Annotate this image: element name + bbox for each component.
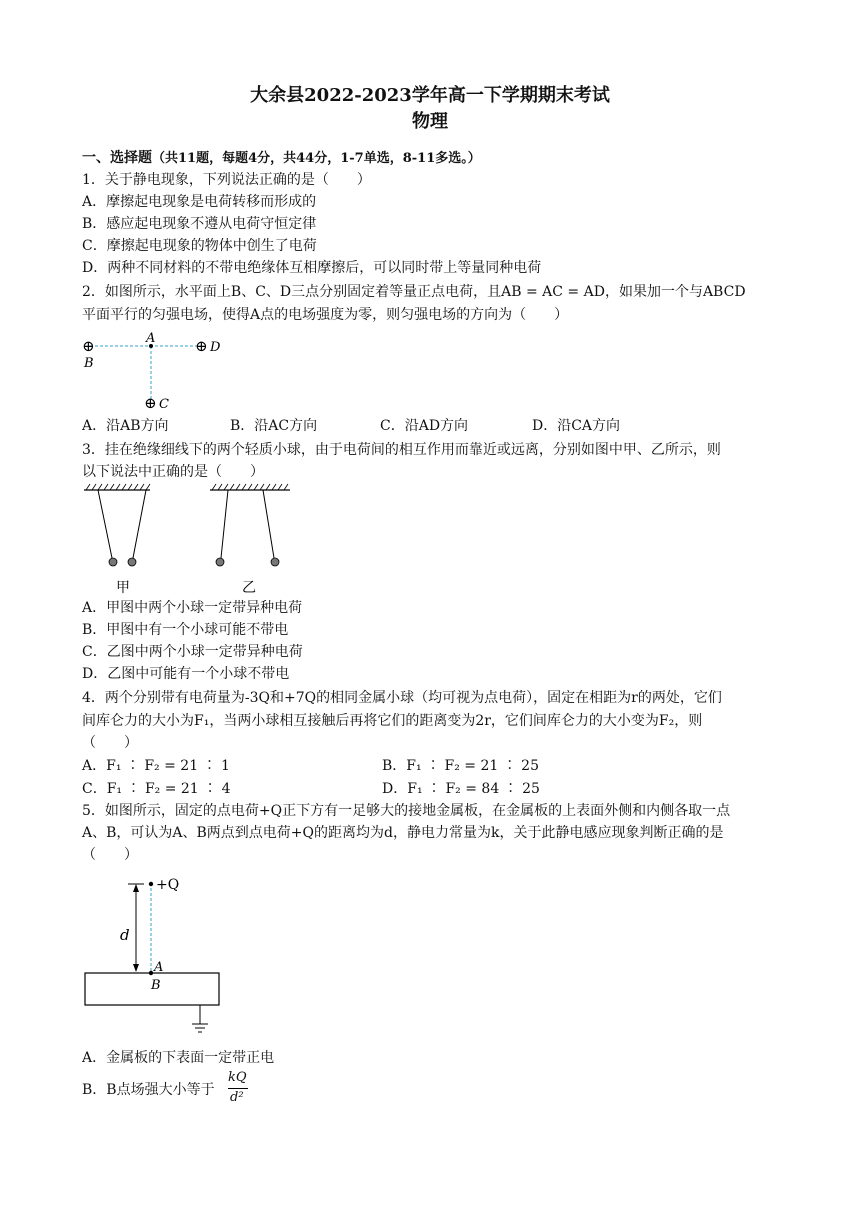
ceiling-hatch-right bbox=[212, 484, 288, 490]
q1-option-b: B．感应起电现象不遵从电荷守恒定律 bbox=[82, 216, 317, 232]
label-jia: 甲 bbox=[116, 580, 130, 596]
ceiling-hatch-left bbox=[86, 484, 150, 490]
q5-figure bbox=[80, 872, 240, 1040]
ball-yi-2 bbox=[271, 558, 279, 566]
exam-subject: 物理 bbox=[412, 111, 448, 132]
q3-option-b: B．甲图中有一个小球可能不带电 bbox=[82, 622, 289, 638]
q2-stem-line1: 2．如图所示，水平面上B、C、D三点分别固定着等量正点电荷，且AB = AC = AD，如果加一个与ABCD bbox=[82, 284, 746, 300]
q5-option-b: B．B点场强大小等于 bbox=[82, 1082, 215, 1098]
d-arrow-head-top bbox=[133, 884, 139, 892]
q4-option-c: C．F₁ ∶ F₂ = 21 ∶ 4 bbox=[82, 781, 231, 797]
q2-option-d: D．沿CA方向 bbox=[532, 418, 621, 434]
q4-option-d: D．F₁ ∶ F₂ = 84 ∶ 25 bbox=[382, 781, 540, 797]
label-a: A bbox=[154, 960, 164, 975]
thread-left-1 bbox=[98, 490, 112, 558]
ball-jia-2 bbox=[128, 558, 136, 566]
q1-option-d: D．两种不同材料的不带电绝缘体互相摩擦后，可以同时带上等量同种电荷 bbox=[82, 260, 542, 276]
q3-stem-line1: 3．挂在绝缘细线下的两个轻质小球，由于电荷间的相互作用而靠近或远离，分别如图中甲、乙所示，则 bbox=[82, 442, 721, 458]
label-c: C bbox=[159, 397, 169, 412]
q4-stem-line1: 4．两个分别带有电荷量为-3Q和+7Q的相同金属小球（均可视为点电荷），固定在相距为r的两处，它们 bbox=[82, 690, 722, 706]
thread-right-2 bbox=[263, 490, 274, 558]
fraction-denominator: d² bbox=[230, 1090, 244, 1105]
q5-option-a: A．金属板的下表面一定带正电 bbox=[82, 1050, 275, 1066]
q4-option-b: B．F₁ ∶ F₂ = 21 ∶ 25 bbox=[382, 758, 540, 774]
exam-title: 大余县2022-2023学年高一下学期期末考试 bbox=[250, 85, 610, 106]
charge-d-icon: ⊕ bbox=[195, 337, 208, 355]
point-a-dot bbox=[149, 971, 153, 975]
charge-b-icon: ⊕ bbox=[82, 337, 95, 355]
q2-option-b: B．沿AC方向 bbox=[230, 418, 318, 434]
q5-stem-line3: （ ） bbox=[82, 847, 138, 863]
q3-option-d: D．乙图中可能有一个小球不带电 bbox=[82, 666, 290, 682]
ball-yi-1 bbox=[216, 558, 224, 566]
q4-option-a: A．F₁ ∶ F₂ = 21 ∶ 1 bbox=[82, 758, 230, 774]
q3-option-c: C．乙图中两个小球一定带异种电荷 bbox=[82, 644, 303, 660]
label-b: B bbox=[151, 978, 161, 993]
section-heading bbox=[82, 148, 481, 169]
q3-stem-line2: 以下说法中正确的是（ ） bbox=[82, 464, 264, 480]
ground-icon bbox=[192, 1024, 208, 1032]
section-title: 一、选择题 bbox=[82, 150, 152, 166]
label-b: B bbox=[84, 356, 94, 371]
q4-stem-line3: （ ） bbox=[82, 735, 138, 751]
label-d: d bbox=[120, 926, 130, 944]
q3-option-a: A．甲图中两个小球一定带异种电荷 bbox=[82, 600, 303, 616]
label-d: D bbox=[210, 340, 221, 355]
fraction-numerator: kQ bbox=[228, 1070, 247, 1085]
q2-option-c: C．沿AD方向 bbox=[380, 418, 469, 434]
q2-figure bbox=[76, 330, 236, 416]
label-a: A bbox=[146, 331, 156, 346]
label-yi: 乙 bbox=[242, 580, 256, 596]
q1-option-c: C．摩擦起电现象的物体中创生了电荷 bbox=[82, 238, 317, 254]
q5-stem-line2: A、B，可认为A、B两点到点电荷+Q的距离均为d，静电力常量为k，关于此静电感应现象判断正确的是 bbox=[82, 825, 724, 841]
fraction-bar bbox=[228, 1088, 248, 1089]
thread-left-2 bbox=[133, 490, 146, 558]
q1-stem: 1．关于静电现象，下列说法正确的是（ ） bbox=[82, 172, 371, 188]
charge-c-icon: ⊕ bbox=[144, 394, 157, 412]
d-arrow-head-bottom bbox=[133, 964, 139, 972]
q5-stem-line1: 5．如图所示，固定的点电荷+Q正下方有一足够大的接地金属板，在金属板的上表面外侧和内侧各取一点 bbox=[82, 803, 731, 819]
thread-right-1 bbox=[221, 490, 228, 558]
ball-jia-1 bbox=[109, 558, 117, 566]
label-plus-q: +Q bbox=[156, 877, 180, 893]
q1-option-a: A．摩擦起电现象是电荷转移而形成的 bbox=[82, 194, 317, 210]
q4-stem-line2: 间库仑力的大小为F₁，当两小球相互接触后再将它们的距离变为2r，它们间库仑力的大小变为F₂，则 bbox=[82, 713, 703, 729]
q3-figure bbox=[80, 482, 300, 598]
q2-option-a: A．沿AB方向 bbox=[82, 418, 169, 434]
section-note: （共11题，每题4分，共44分，1-7单选，8-11多选。） bbox=[152, 151, 481, 166]
charge-point bbox=[149, 882, 153, 886]
q2-stem-line2: 平面平行的匀强电场，使得A点的电场强度为零，则匀强电场的方向为（ ） bbox=[82, 307, 569, 323]
